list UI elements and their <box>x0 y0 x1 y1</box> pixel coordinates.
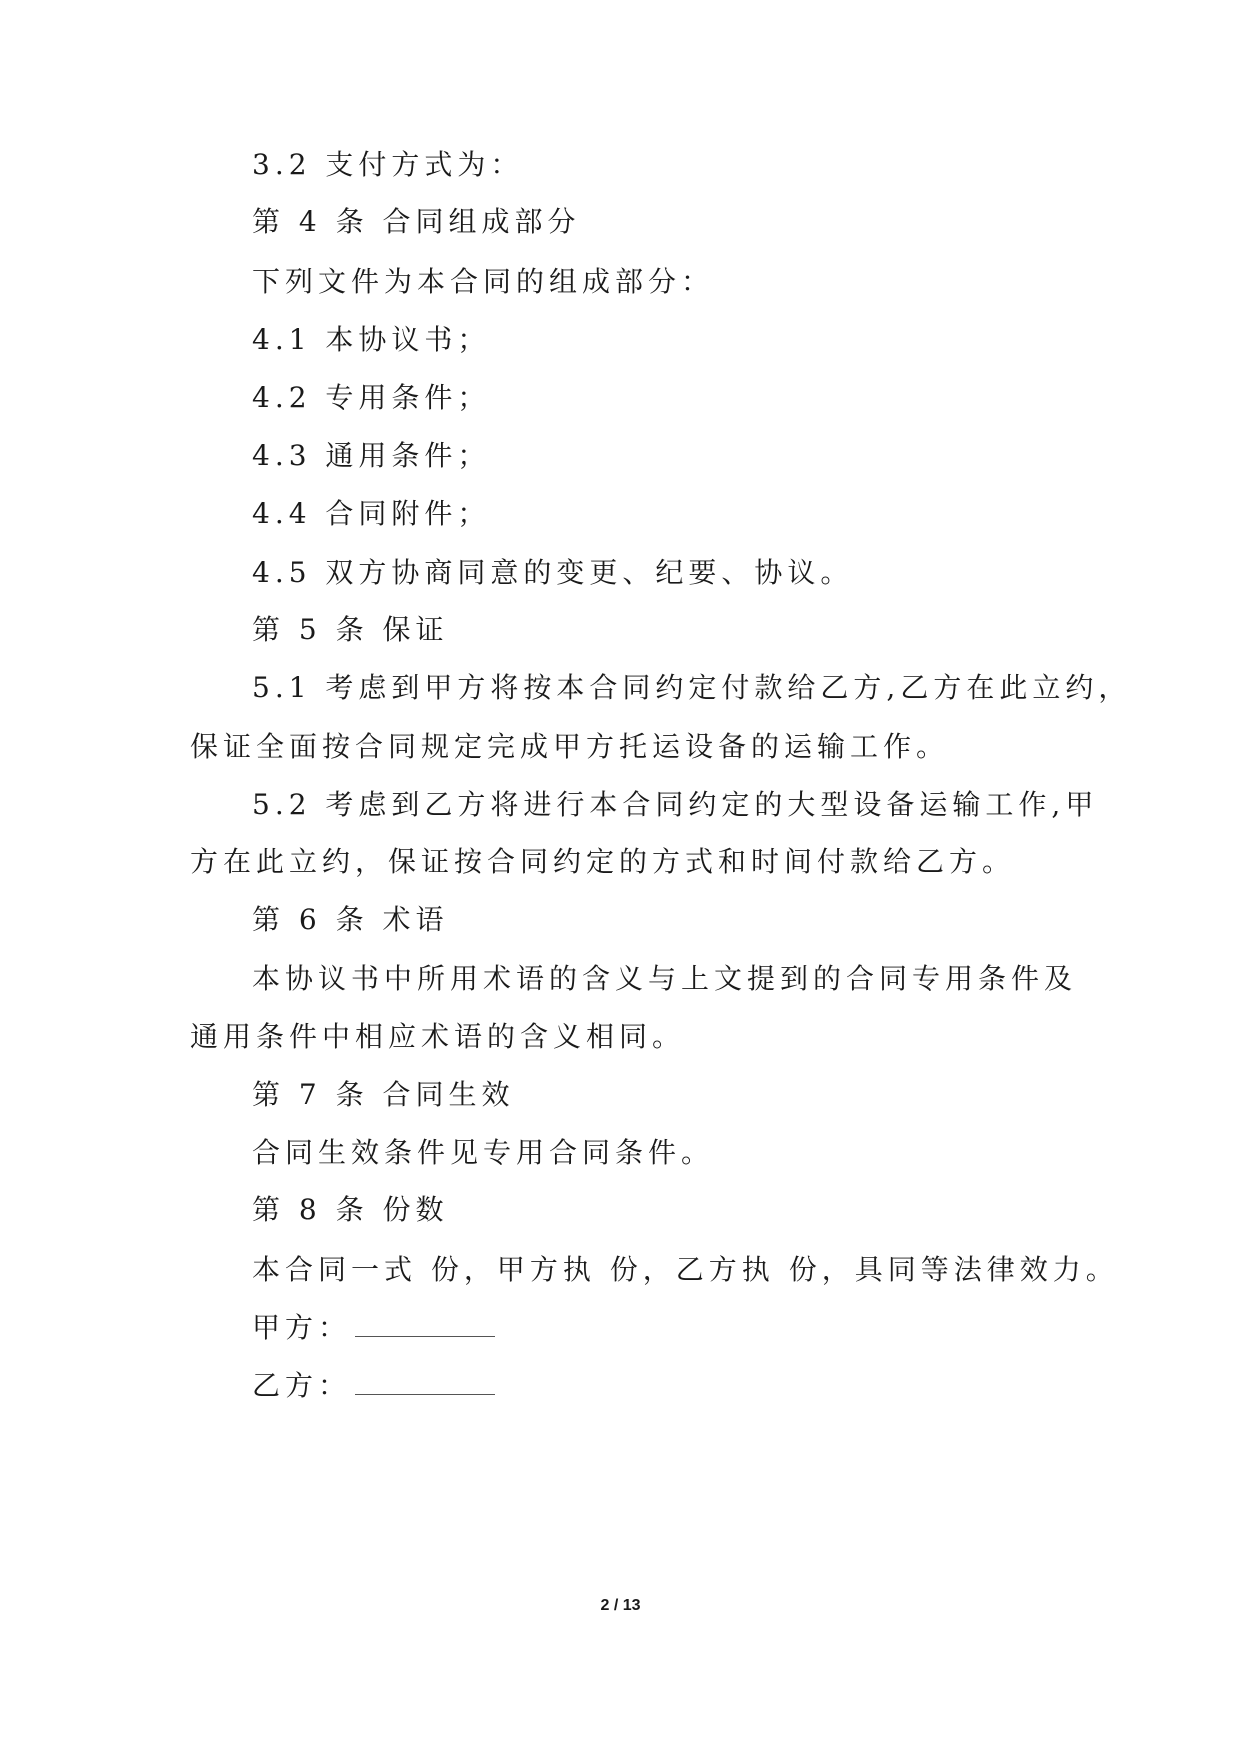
clause-3-2: 3.2 支付方式为： <box>252 148 524 181</box>
article-8-heading: 第 8 条 份数 <box>252 1193 449 1226</box>
clause-5-2-line-1: 5.2 考虑到乙方将进行本合同约定的大型设备运输工作,甲 <box>252 788 1099 821</box>
party-b-signature-line <box>252 1366 495 1406</box>
party-a-signature-line <box>252 1308 495 1348</box>
article-4-heading: 第 4 条 合同组成部分 <box>252 205 581 238</box>
article-7-heading: 第 7 条 合同生效 <box>252 1078 515 1111</box>
clause-4-4: 4.4 合同附件； <box>252 497 491 530</box>
article-4-intro: 下列文件为本合同的组成部分： <box>252 265 715 298</box>
page-number: 2 / 13 <box>600 1597 641 1614</box>
article-6-heading: 第 6 条 术语 <box>252 903 449 936</box>
clause-5-1-line-2: 保证全面按合同规定完成甲方托运设备的运输工作。 <box>190 730 950 763</box>
clause-4-1: 4.1 本协议书； <box>252 323 491 356</box>
party-a-label: 甲方： <box>252 1311 352 1344</box>
article-7-body: 合同生效条件见专用合同条件。 <box>252 1136 715 1169</box>
clause-5-2-line-2: 方在此立约，保证按合同约定的方式和时间付款给乙方。 <box>190 845 1016 878</box>
article-5-heading: 第 5 条 保证 <box>252 613 449 646</box>
article-6-line-1: 本协议书中所用术语的含义与上文提到的合同专用条件及 <box>252 962 1078 995</box>
clause-4-2: 4.2 专用条件； <box>252 381 491 414</box>
clause-5-1-line-1: 5.1 考虑到甲方将按本合同约定付款给乙方,乙方在此立约， <box>252 671 1132 704</box>
article-8-body: 本合同一式 份，甲方执 份，乙方执 份，具同等法律效力。 <box>252 1253 1119 1286</box>
party-a-blank[interactable] <box>355 1308 495 1337</box>
article-6-line-2: 通用条件中相应术语的含义相同。 <box>190 1020 686 1053</box>
clause-4-5: 4.5 双方协商同意的变更、纪要、协议。 <box>252 556 854 589</box>
party-b-blank[interactable] <box>355 1366 495 1395</box>
party-b-label: 乙方： <box>252 1369 352 1402</box>
clause-4-3: 4.3 通用条件； <box>252 439 491 472</box>
